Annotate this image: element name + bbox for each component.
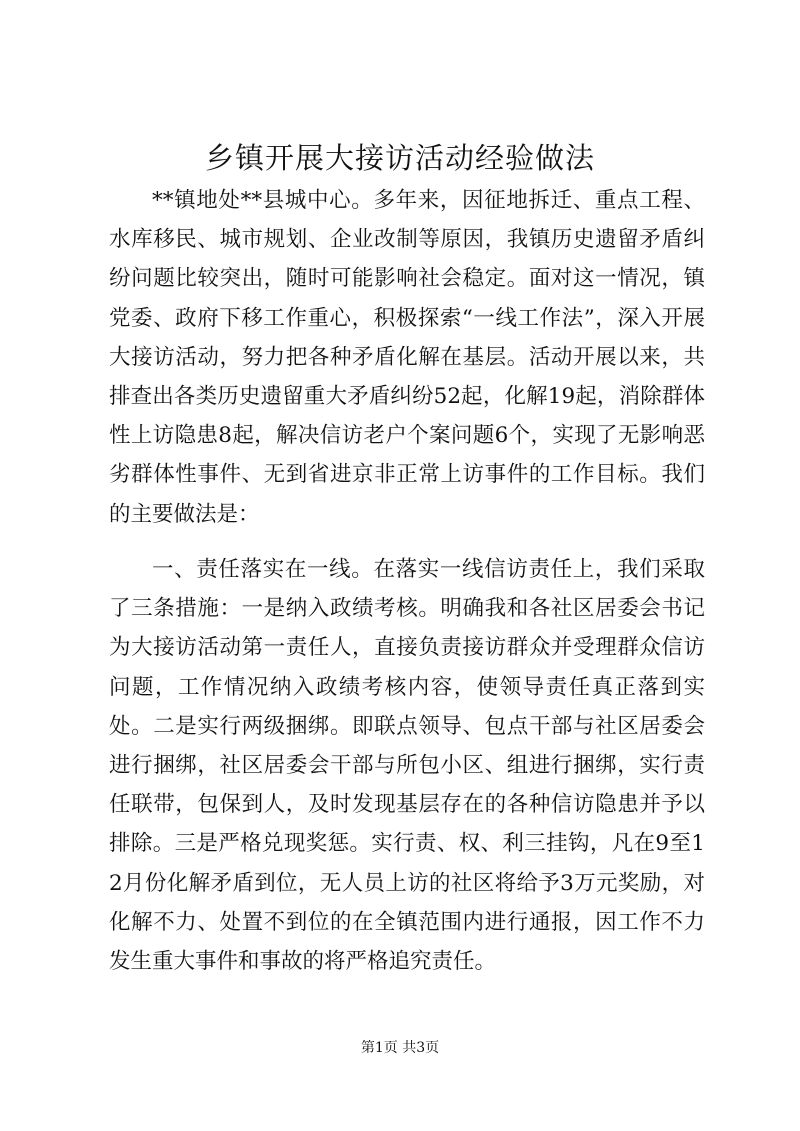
page-footer: 第1页 共3页 [360, 1040, 440, 1056]
body-paragraph-intro: **镇地处**县城中心。多年来，因征地拆迁、重点工程、水库移民、城市规划、企业改制等原因，我镇历史遗留矛盾纠纷问题比较突出，随时可能影响社会稳定。面对这一情况，镇党委、政府下移工作重心，积极探索“一线工作法”，深入开展大接访活动，努力把各种矛盾化解在基层。活动开展以来，共排查出各类历史遗留重大矛盾纠纷52起，化解19起，消除群体性上访隐患8起，解决信访老户个案问题6个，实现了无影响恶劣群体性事件、无到省进京非正常上访事件的工作目标。我们的主要做法是： [109, 188, 705, 527]
document-title: 乡镇开展大接访活动经验做法 [204, 141, 595, 175]
body-paragraph-responsibility: 一、责任落实在一线。在落实一线信访责任上，我们采取了三条措施：一是纳入政绩考核。明确我和各社区居委会书记为大接访活动第一责任人，直接负责接访群众并受理群众信访问题，工作情况纳入政绩考核内容，使领导责任真正落到实处。二是实行两级捆绑。即联点领导、包点干部与社区居委会进行捆绑，社区居委会干部与所包小区、组进行捆绑，实行责任联带，包保到人，及时发现基层存在的各种信访隐患并予以排除。三是严格兑现奖惩。实行责、权、利三挂钩，凡在9至12月份化解矛盾到位，无人员上访的社区将给予3万元奖励，对化解不力、处置不到位的在全镇范围内进行通报，因工作不力发生重大事件和事故的将严格追究责任。 [109, 557, 705, 975]
